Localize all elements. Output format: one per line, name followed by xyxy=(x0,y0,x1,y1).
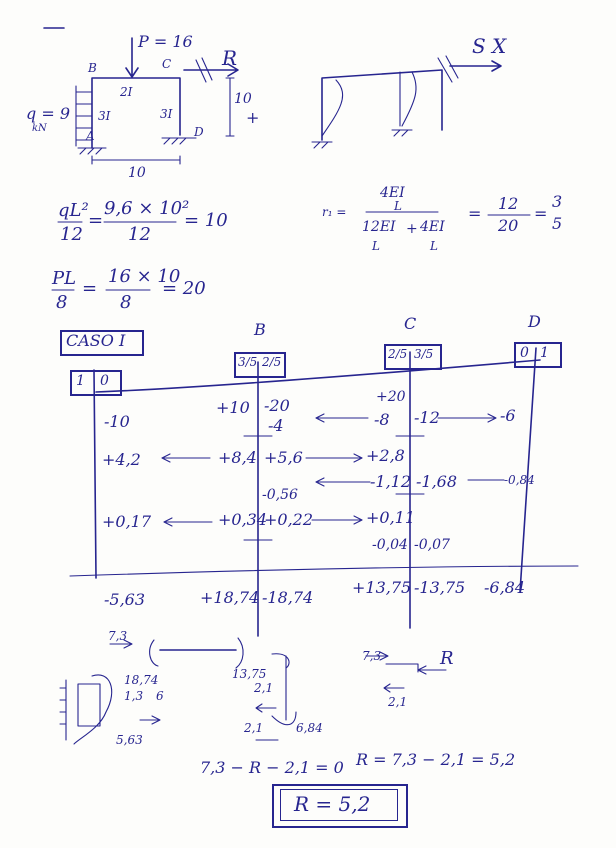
dist-r1: 12 xyxy=(498,194,519,213)
col-c-name: C xyxy=(404,314,417,333)
superposition-plus: + xyxy=(246,108,260,127)
fbd-col-top: 18,74 xyxy=(124,673,159,687)
fbd-node-v: 2,1 xyxy=(388,695,408,709)
cell-a-co4: +0,17 xyxy=(102,512,152,531)
dist-r3: 3 xyxy=(552,192,563,211)
left-col-stiffness: 3I xyxy=(98,109,111,123)
cell-cb-co4: +0,11 xyxy=(366,508,416,527)
cell-cb-fem: +20 xyxy=(376,389,406,405)
cell-cb-d1: -8 xyxy=(374,410,390,429)
fbd-right-bottom: 6,84 xyxy=(296,721,323,735)
fbd-beam-right: 13,75 xyxy=(232,667,267,681)
df-b-2: 2/5 xyxy=(262,355,282,369)
q-unit: kN xyxy=(32,123,47,134)
cell-a-fem: -10 xyxy=(104,412,130,431)
fem-p-num: PL xyxy=(52,268,77,289)
cell-bc-d4: +0,22 xyxy=(264,510,314,529)
cell-d-co3: -0,84 xyxy=(504,473,535,487)
cell-cd-d5: -0,07 xyxy=(414,537,450,553)
fbd-node-r: R xyxy=(440,648,454,669)
fem-q-result: = 10 xyxy=(184,210,228,231)
fbd-col-v: 1,3 xyxy=(124,689,144,703)
dist-den-a-sub: L xyxy=(372,239,380,253)
right-col-stiffness: 3I xyxy=(160,107,173,121)
cell-bc-fem: -20 xyxy=(264,396,290,415)
fem-p-result: = 20 xyxy=(162,278,206,299)
total-ba: +18,74 xyxy=(200,588,260,607)
df-a-1: 1 xyxy=(76,373,85,389)
df-c-2: 3/5 xyxy=(414,347,434,361)
fem-q-num: qL² xyxy=(58,200,89,221)
col-d-name: D xyxy=(528,312,541,331)
r-calculation: R = 7,3 − 2,1 = 5,2 xyxy=(356,750,516,769)
sway-label: S X xyxy=(472,34,507,58)
fem-p-mid-num: 16 × 10 xyxy=(108,266,181,287)
height-dimension: 10 xyxy=(234,91,252,107)
cell-cb-d5: -0,04 xyxy=(372,537,408,553)
dist-r2: 20 xyxy=(498,216,519,235)
fem-q-mid-num: 9,6 × 10² xyxy=(104,198,190,219)
df-d-1: 0 xyxy=(520,345,529,361)
df-c-1: 2/5 xyxy=(388,347,408,361)
cell-bc-co1: -4 xyxy=(268,416,284,435)
fbd-col-bottom: 5,63 xyxy=(116,733,143,747)
fem-q-den: 12 xyxy=(60,224,83,245)
q-label: q = 9 xyxy=(26,104,70,123)
cell-d-co1: -6 xyxy=(500,406,516,425)
span-dimension: 10 xyxy=(128,165,146,181)
total-cb: +13,75 xyxy=(352,578,412,597)
fem-p-mid-den: 8 xyxy=(120,292,132,313)
df-b-1: 3/5 xyxy=(238,355,258,369)
node-b: B xyxy=(88,61,97,75)
dist-r4: 5 xyxy=(552,214,563,233)
fem-q-mid-den: 12 xyxy=(128,224,151,245)
cell-bc-d2: +5,6 xyxy=(264,448,303,467)
dist-den-plus: + xyxy=(406,221,418,237)
beam-stiffness: 2I xyxy=(120,85,133,99)
cell-ba-d2: +8,4 xyxy=(218,448,257,467)
node-c: C xyxy=(162,57,172,71)
df-a-2: 0 xyxy=(100,373,109,389)
fbd-right-bottom-v: 2,1 xyxy=(244,721,264,735)
cell-cb-d3: -1,12 xyxy=(370,472,412,491)
fbd-beam-v: 2,1 xyxy=(254,681,274,695)
caso-label: CASO I xyxy=(66,331,126,350)
fbd-col-v2: 6 xyxy=(156,689,164,703)
total-d: -6,84 xyxy=(484,578,526,597)
notebook-sheet: P = 16 R q = 9 kN B C A D 2I 3I 3I 10 10 + S X qL² 12 = 9,6 × 10² 12 = 10 PL 8 = 16 × 10 8 = 20 r₁ = 4EI L 12EI L + 4EI L = 12 20 = 3 5 CASO I B C D 1 0 3/5 2/5 2/5 3/5 0 1 -10 +10 -20 +20 -4 -8 -12 -6 +4,2 +8,4 +5,6 +2,8 -0,56 -1,12 -1,68 -0,84 +0,17 +0,34 +0,22 +0,11 -0,04 -0,07 -5,63 +18,74 -18,74 +13,75 -13,75 -6,84 7,3 18,74 1,3 6 5,63 13,75 2,1 2,1 6,84 7,3 R 2,1 7,3 − R − 2,1 = 0 R = 7,3 − 2,1 = 5,2 R = 5,2 xyxy=(0,0,616,848)
fbd-node-left: 7,3 xyxy=(362,649,382,663)
col-b-name: B xyxy=(254,320,266,339)
reaction-r-label: R xyxy=(222,46,238,70)
total-a: -5,63 xyxy=(104,590,146,609)
dist-den-b: 4EI xyxy=(420,219,445,235)
fbd-left-shear: 7,3 xyxy=(108,629,128,643)
total-cd: -13,75 xyxy=(414,578,466,597)
cell-cb-co2: +2,8 xyxy=(366,446,405,465)
cell-ba-fem: +10 xyxy=(216,398,250,417)
total-bc: -18,74 xyxy=(262,588,314,607)
cell-a-co2: +4,2 xyxy=(102,450,141,469)
cell-ba-d4: +0,34 xyxy=(218,510,268,529)
dist-num-den: L xyxy=(394,199,402,213)
final-result: R = 5,2 xyxy=(294,792,371,816)
dist-den-a: 12EI xyxy=(362,219,396,235)
dist-num: 4EI xyxy=(380,185,405,201)
dist-den-b-sub: L xyxy=(430,239,438,253)
dist-lhs: r₁ = xyxy=(322,205,347,219)
equilibrium-equation: 7,3 − R − 2,1 = 0 xyxy=(200,758,344,777)
cell-cd-d3: -1,68 xyxy=(416,472,458,491)
node-d: D xyxy=(194,125,204,139)
load-p-label: P = 16 xyxy=(138,32,193,51)
df-d-2: 1 xyxy=(540,345,549,361)
fem-p-den: 8 xyxy=(56,292,68,313)
node-a: A xyxy=(86,129,95,143)
cell-cd-d1: -12 xyxy=(414,408,440,427)
cell-bc-co3: -0,56 xyxy=(262,487,298,503)
